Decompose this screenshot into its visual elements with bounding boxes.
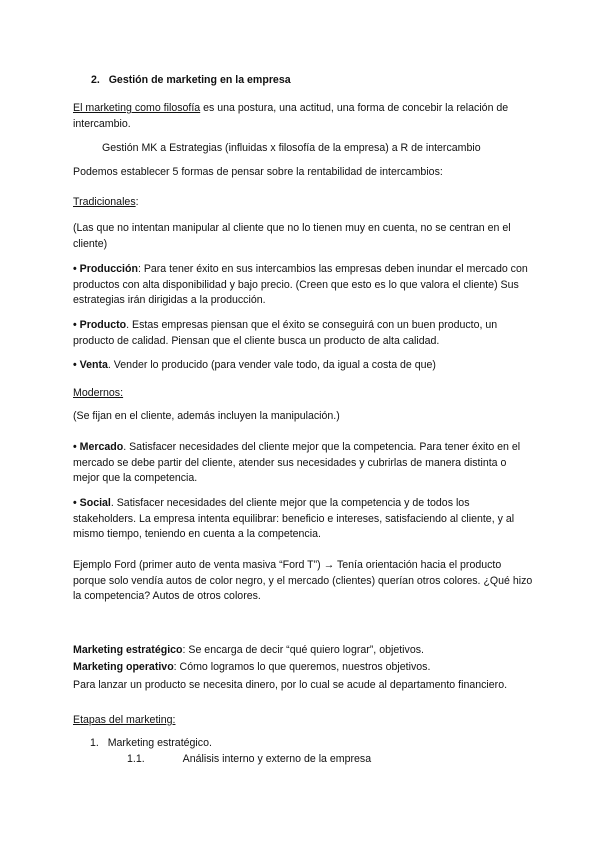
- paragraph-ford: Ejemplo Ford (primer auto de venta masiva “Ford T”) → Tenía orientación hacia el producto porque solo vendía autos de color negro, y el mercado (clientes) querían otros colores. ¿Qué hizo la competencia? Autos de otros colores.: [73, 559, 533, 602]
- heading-text: Gestión de marketing en la empresa: [108, 74, 291, 86]
- paragraph-gestion: Gestión MK a Estrategias (influidas x filosofía de la empresa) a R de intercambio: [102, 142, 481, 154]
- marketing-estrategico: [73, 643, 533, 659]
- item-social-label: • Social: [73, 497, 111, 509]
- marketing-estrategico-label: Marketing estratégico: [73, 644, 183, 656]
- item-produccion-text: : Para tener éxito en sus intercambios las empresas deben inundar el mercado con productos con alta disponibilidad y bajo precio. (Creen que esto es lo que valora el cliente) Sus estrategias irán dirigidas a la producción.: [73, 263, 528, 306]
- filosofia-text: es una postura, una actitud, una forma de concebir la relación de intercambio.: [73, 102, 509, 130]
- tradicionales-colon: :: [135, 196, 139, 208]
- tradicionales-label: Tradicionales: [73, 196, 136, 208]
- etapas-item-1-1-text: Análisis interno y externo de la empresa: [182, 753, 372, 765]
- item-mercado-text: . Satisfacer necesidades del cliente mejor que la competencia. Para tener éxito en el mercado se debe partir del cliente, atender sus necesidades y cubrirlas de manera distinta o mejor que la competencia.: [73, 441, 521, 484]
- item-venta: [73, 358, 533, 374]
- section-heading: [91, 73, 551, 89]
- item-produccion: [73, 262, 533, 309]
- marketing-estrategico-text: : Se encarga de decir “qué quiero lograr”, objetivos.: [182, 644, 424, 656]
- marketing-operativo-label: Marketing operativo: [73, 661, 174, 673]
- etapas-item-1-1-number: 1.1.: [127, 753, 145, 765]
- item-social: [73, 496, 533, 543]
- marketing-operativo-text: : Cómo logramos lo que queremos, nuestros objetivos.: [173, 661, 431, 673]
- heading-number: 2.: [91, 74, 100, 86]
- item-produccion-label: • Producción: [73, 263, 138, 275]
- etapas-title: Etapas del marketing:: [73, 714, 176, 726]
- etapas-item-1-text: Marketing estratégico.: [107, 737, 212, 749]
- item-producto-label: • Producto: [73, 319, 127, 331]
- tradicionales-title: [73, 195, 533, 211]
- item-mercado: [73, 440, 533, 487]
- marketing-operativo: [73, 660, 533, 676]
- modernos-title: Modernos:: [73, 387, 124, 399]
- tradicionales-desc: (Las que no intentan manipular al cliente que no lo tienen muy en cuenta, no se centran en el cliente): [73, 222, 511, 250]
- item-venta-label: • Venta: [73, 359, 108, 371]
- filosofia-term: El marketing como filosofía: [73, 102, 201, 114]
- item-producto: [73, 318, 533, 349]
- etapas-item-1-number: 1.: [90, 737, 99, 749]
- paragraph-podemos: Podemos establecer 5 formas de pensar sobre la rentabilidad de intercambios:: [73, 166, 443, 178]
- item-producto-text: . Estas empresas piensan que el éxito se conseguirá con un buen producto, un producto de calidad. Piensan que el cliente busca un producto de alta calidad.: [73, 319, 498, 347]
- paragraph-lanzar: Para lanzar un producto se necesita dinero, por lo cual se acude al departamento financiero.: [73, 679, 508, 691]
- etapas-item-1-1: [127, 752, 587, 768]
- paragraph-filosofia: [73, 101, 533, 132]
- modernos-desc: (Se fijan en el cliente, además incluyen la manipulación.): [73, 410, 340, 422]
- item-venta-text: . Vender lo producido (para vender vale todo, da igual a costa de que): [107, 359, 436, 371]
- etapas-item-1: [90, 736, 550, 752]
- item-social-text: . Satisfacer necesidades del cliente mejor que la competencia y de todos los stakeholders. La empresa intenta equilibrar: beneficio e intereses, satisfaciendo al cliente, y al mismo tiempo, teniendo en cuenta a la competencia.: [73, 497, 515, 540]
- item-mercado-label: • Mercado: [73, 441, 124, 453]
